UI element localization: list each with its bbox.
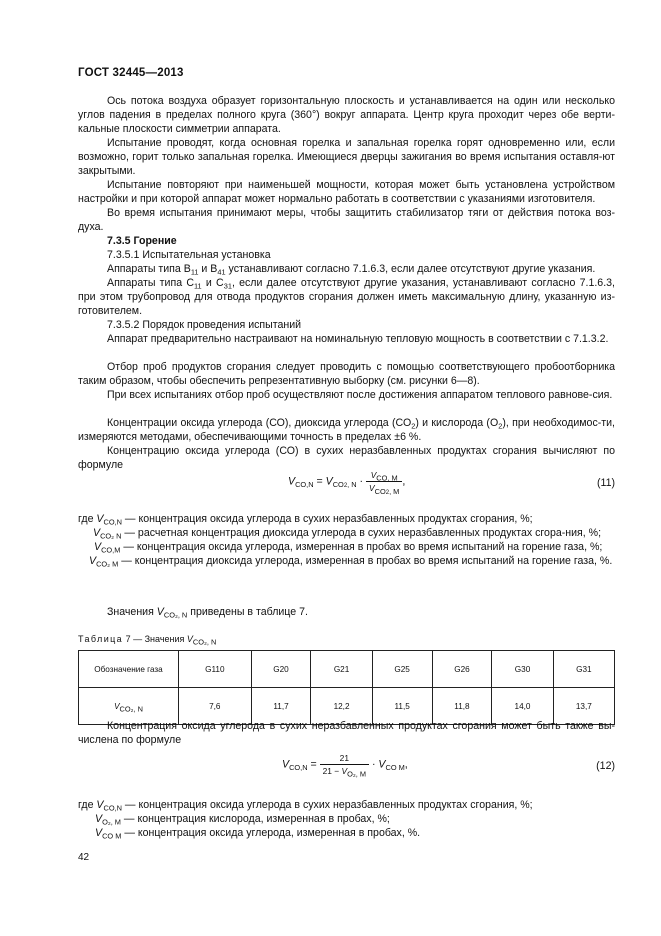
- paragraph-values-note: Значения $V_{CO_2, N}$ приведены в таблице 7.: [107, 606, 308, 620]
- table-header-cell: G20: [251, 651, 311, 688]
- where-item-vco2-m: $V_{CO_2 M}$ — концентрация диоксида углерода, измеренная в пробах во время испытаний на горение газа, %.: [89, 554, 613, 569]
- paragraph-formula-intro: Концентрацию оксида углерода (СО) в сухих неразбавленных продуктах сгорания вычисляют по формуле: [78, 445, 615, 471]
- equation-number-12: (12): [596, 760, 615, 772]
- table-cell: 12,2: [311, 688, 372, 725]
- section-heading-combustion: 7.3.5 Горение: [107, 235, 177, 247]
- table-header-cell: G110: [179, 651, 252, 688]
- paragraph-draught-protection: Во время испытания принимают меры, чтобы защитить стабилизатор тяги от действия потока воз-духа.: [78, 207, 615, 233]
- table-cell: 11,8: [432, 688, 492, 725]
- paragraph-concentrations: Концентрации оксида углерода (СО), диоксида углерода $(СО_2)$ и кислорода $(О_2)$, при необходимос-ти, измеряются методами, обеспечивающими точность в пределах ±6 %.: [78, 417, 615, 443]
- formula-12: $V_{CO,N}$ = $\frac{21}{\text{21 − VO₂, M}}$ · $V_{CO M}$,: [282, 753, 408, 779]
- page-number: 42: [78, 852, 90, 863]
- table-cell: 14,0: [492, 688, 553, 725]
- paragraph-sampling: Отбор проб продуктов сгорания следует проводить с помощью соответствующего пробоотборника таким образом, чтобы обеспечить репрезентативную выборку (см. рисунки 6—8).: [78, 361, 615, 387]
- where-block-formula-11: [78, 513, 615, 569]
- where-block-formula-12: [78, 799, 533, 841]
- table-header-cell: G21: [311, 651, 372, 688]
- table-cell: 11,5: [372, 688, 432, 725]
- paragraph-repeat-test: Испытание повторяют при наименьшей мощности, которая может быть установлена устройством настройки и при которой аппарат может нормально работать в соответствии с указаниями изготовителя.: [78, 179, 615, 205]
- table-cell: 7,6: [179, 688, 252, 725]
- where-item-vco-m: $V_{CO M}$ — концентрация оксида углерода, измеренная в пробах, %.: [95, 826, 421, 841]
- subsection-heading-procedure: 7.3.5.2 Порядок проведения испытаний: [107, 319, 302, 331]
- table-row: [79, 688, 615, 725]
- table-row-label: VCO₂, N: [79, 688, 179, 725]
- document-header: ГОСТ 32445—2013: [78, 67, 184, 79]
- table-cell: 11,7: [251, 688, 311, 725]
- table-header-cell: G31: [553, 651, 614, 688]
- table-header-row: [79, 651, 615, 688]
- where-item-vo2-m: $V_{O_2, M}$ — концентрация кислорода, измеренная в пробах, %;: [95, 812, 390, 827]
- where-item-vco-m: $V_{CO,M}$ — концентрация оксида углерода, измеренная в пробах во время испытаний на горение газа, %;: [94, 540, 603, 555]
- paragraph-appliance-type-c: Аппараты типа $С_{11}$ и $С_{31}$, если далее отсутствуют другие указания, устанавливают согласно 7.1.6.3, при этом трубопровод для отвода продуктов сгорания должен иметь максимальную длину, указанную из-готовителем.: [78, 277, 615, 317]
- table-header-cell: G26: [432, 651, 492, 688]
- paragraph-appliance-type-b: Аппараты типа $В_{11}$ и $В_{41}$ устанавливают согласно 7.1.6.3, если далее отсутствуют другие указания.: [107, 263, 596, 277]
- table-header-cell: G30: [492, 651, 553, 688]
- paragraph-preset: Аппарат предварительно настраивают на номинальную тепловую мощность в соответствии с 7.1.3.2.: [107, 333, 609, 345]
- subsection-heading-test-rig: 7.3.5.1 Испытательная установка: [107, 249, 271, 261]
- formula-11-fraction: $\frac{\text{VCO, M}}{\text{VCO2, M}}$: [366, 470, 402, 493]
- where-item-vco-n: где $V_{CO,N}$ — концентрация оксида углерода в сухих неразбавленных продуктах сгорания, %;: [78, 513, 533, 527]
- table-7: [78, 650, 615, 725]
- where-item-vco2-n: $V_{CO_2 N}$ — расчетная концентрация диоксида углерода в сухих неразбавленных продуктах сгора-ния, %;: [93, 527, 602, 541]
- paragraph-alt-formula-intro: Концентрация оксида углерода в сухих неразбавленных продуктах сгорания может быть также вы-числена по формуле: [78, 720, 615, 746]
- table-7-caption: Таблица 7 — Значения $V_{CO_2, N}$: [78, 634, 217, 647]
- paragraph-equilibrium: При всех испытаниях отбор проб осуществляют после достижения аппаратом теплового равнове-сия.: [107, 389, 613, 401]
- table-header-label: Обозначение газа: [79, 651, 179, 688]
- table-cell: 13,7: [553, 688, 614, 725]
- where-item-vco-n: где $V_{CO,N}$ — концентрация оксида углерода в сухих неразбавленных продуктах сгорания, %;: [78, 799, 533, 813]
- formula-12-fraction: $\frac{21}{\text{21 − VO₂, M}}$: [320, 753, 369, 776]
- table-header-cell: G25: [372, 651, 432, 688]
- equation-number-11: (11): [596, 477, 615, 489]
- paragraph-air-flow: Ось потока воздуха образует горизонтальную плоскость и устанавливается на один или несколько углов падения в пределах полного круга (360°) вокруг аппарата. Центр круга проходит через обе верти-кальные плоскости симметрии аппарата.: [78, 95, 615, 135]
- formula-11: $V_{CO,N} = V_{CO2, N}$ · $\frac{\text{VCO, M}}{\text{VCO2, M}}$ ,: [288, 470, 406, 496]
- paragraph-test-burners: Испытание проводят, когда основная горелка и запальная горелка горят одновременно или, если возможно, горит только запальная горелка. Имеющиеся дверцы зажигания во время испытания оставля-ют закрытыми.: [78, 137, 615, 177]
